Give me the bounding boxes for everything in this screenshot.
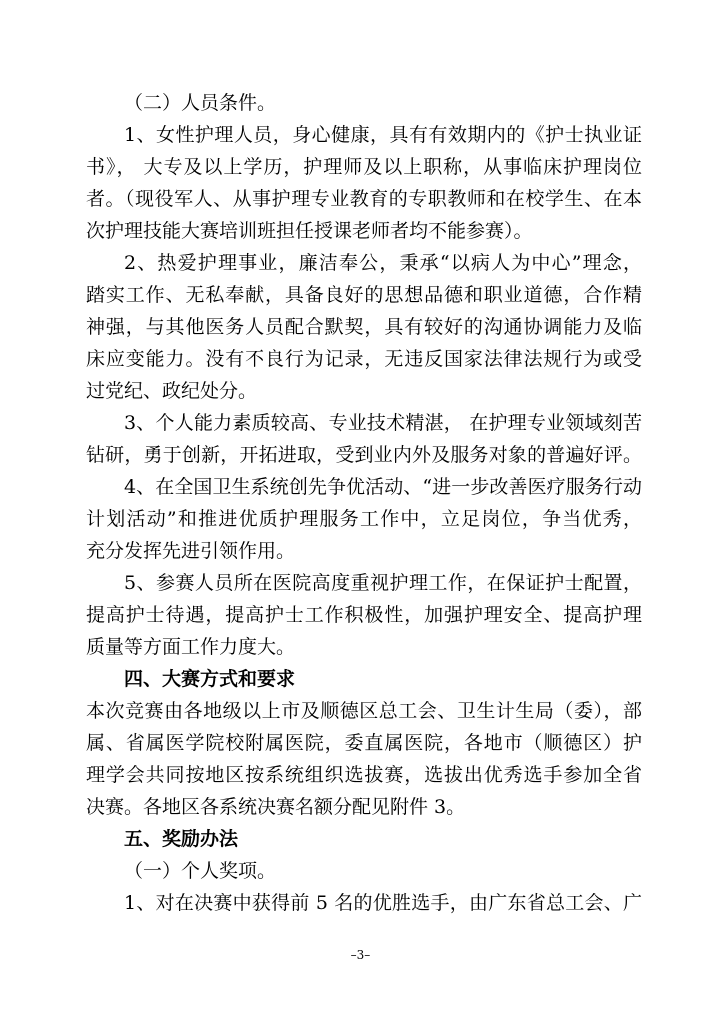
paragraph-line: 决赛。各地区各系统决赛名额分配见附件 3。 bbox=[86, 796, 466, 818]
section-heading-awards: 五、奖励办法 bbox=[124, 828, 239, 850]
paragraph-line: 计划活动”和推进优质护理服务工作中，立足岗位，争当优秀， bbox=[86, 508, 642, 530]
subsection-heading-individual: （一）个人奖项。 bbox=[124, 860, 277, 882]
paragraph-line: 钻研，勇于创新，开拓进取，受到业内外及服务对象的普遍好评。 bbox=[86, 444, 642, 466]
subsection-heading-personnel: （二）人员条件。 bbox=[124, 92, 277, 114]
paragraph-line: 书》， 大专及以上学历，护理师及以上职称，从事临床护理岗位 bbox=[86, 156, 642, 178]
paragraph-line: 者。（现役军人、从事护理专业教育的专职教师和在校学生、在本 bbox=[86, 188, 642, 210]
paragraph-line: 2、热爱护理事业，廉洁奉公，秉承“以病人为中心”理念， bbox=[124, 252, 642, 274]
paragraph-line: 提高护士待遇，提高护士工作积极性，加强护理安全、提高护理 bbox=[86, 604, 642, 626]
section-heading-competition: 四、大赛方式和要求 bbox=[124, 668, 296, 690]
paragraph-line: 5、参赛人员所在医院高度重视护理工作，在保证护士配置， bbox=[124, 572, 642, 594]
paragraph-line: 理学会共同按地区按系统组织选拔赛，选拔出优秀选手参加全省 bbox=[86, 764, 642, 786]
paragraph-line: 3、个人能力素质较高、专业技术精湛， 在护理专业领域刻苦 bbox=[124, 412, 642, 434]
paragraph-line: 属、省属医学院校附属医院，委直属医院，各地市（顺德区）护 bbox=[86, 732, 642, 754]
paragraph-line: 次护理技能大赛培训班担任授课老师者均不能参赛）。 bbox=[86, 220, 533, 242]
paragraph-line: 神强，与其他医务人员配合默契，具有较好的沟通协调能力及临 bbox=[86, 316, 642, 338]
paragraph-line: 质量等方面工作力度大。 bbox=[86, 636, 296, 658]
paragraph-line: 4、在全国卫生系统创先争优活动、“进一步改善医疗服务行动 bbox=[124, 476, 642, 498]
page-number: –3– bbox=[350, 948, 371, 962]
paragraph-line: 1、女性护理人员，身心健康，具有有效期内的《护士执业证 bbox=[124, 124, 642, 146]
paragraph-line: 踏实工作、无私奉献，具备良好的思想品德和职业道德，合作精 bbox=[86, 284, 642, 306]
paragraph-line: 充分发挥先进引领作用。 bbox=[86, 540, 296, 562]
paragraph-line: 1、对在决赛中获得前 5 名的优胜选手，由广东省总工会、广 bbox=[124, 892, 642, 914]
paragraph-line: 床应变能力。没有不良行为记录，无违反国家法律法规行为或受 bbox=[86, 348, 642, 370]
paragraph-line: 本次竞赛由各地级以上市及顺德区总工会、卫生计生局（委），部 bbox=[86, 700, 642, 722]
paragraph-line: 过党纪、政纪处分。 bbox=[86, 380, 258, 402]
